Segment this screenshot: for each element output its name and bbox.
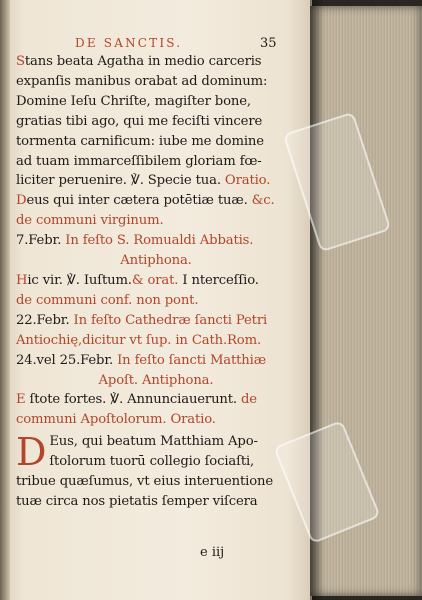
drop-cap-paragraph bbox=[16, 432, 296, 512]
text-line bbox=[16, 211, 296, 231]
page-text bbox=[16, 52, 296, 512]
body-text: I nterceſſio. bbox=[178, 272, 259, 288]
text-line bbox=[16, 231, 296, 251]
text-line bbox=[16, 132, 296, 152]
text-line bbox=[16, 291, 296, 311]
text-line bbox=[16, 72, 296, 92]
rubric-text: In feſto ſancti Matthiæ bbox=[117, 352, 266, 368]
body-text: eus qui inter cætera potētiæ tuæ. bbox=[26, 193, 252, 209]
text-line bbox=[16, 410, 296, 430]
rubric-text: H bbox=[16, 272, 28, 288]
body-text: ſtote fortes. ℣. Annunciauerunt. bbox=[25, 392, 242, 408]
rubric-text: S bbox=[16, 54, 25, 69]
text-line: Eus, qui beatum Matthiam Apo- bbox=[49, 434, 258, 450]
body-text: Domine Ieſu Chriſte, magiſter bone, bbox=[16, 93, 251, 109]
text-line bbox=[16, 351, 296, 371]
body-text: tormenta carnificum: iube me domine bbox=[16, 133, 264, 149]
rubric-text: Oratio. bbox=[170, 412, 216, 428]
rubric-text: Antiochię,dicitur vt ſup. in Cath. bbox=[16, 332, 228, 348]
body-text: gratias tibi ago, qui me feciſti vincere bbox=[16, 113, 263, 129]
text-lines bbox=[16, 52, 296, 430]
signature-mark: e iij bbox=[200, 545, 225, 560]
rubric-text: In feſto Cathedræ ſancti Petri bbox=[73, 312, 268, 328]
page-gutter bbox=[0, 0, 10, 600]
rubric-text: &c. bbox=[251, 193, 275, 209]
body-text: 7.Febr. bbox=[16, 233, 66, 249]
page-number: 35 bbox=[260, 36, 277, 51]
text-line bbox=[16, 371, 296, 391]
body-text: liciter peruenire. ℣. Specie tua. bbox=[16, 173, 225, 189]
rubric-text: & orat. bbox=[131, 272, 179, 288]
text-line bbox=[16, 171, 296, 191]
rubric-text: Antiphona. bbox=[120, 253, 192, 269]
rubric-text: communi Apoſtolorum. bbox=[16, 412, 167, 428]
text-line bbox=[16, 251, 296, 271]
text-line bbox=[16, 152, 296, 172]
body-text: ad tuam immarceſſibilem gloriam fœ- bbox=[16, 153, 262, 169]
rubric-text: E bbox=[16, 392, 26, 408]
text-line bbox=[16, 311, 296, 331]
rubric-text: Apoſt. Antiphona. bbox=[98, 372, 214, 388]
text-line bbox=[16, 112, 296, 132]
body-text: expanſis manibus orabat ad dominum: bbox=[16, 73, 268, 89]
body-text: 24.vel 25.Febr. bbox=[16, 352, 118, 368]
body-text: ic vir. ℣. Iuſtum. bbox=[27, 272, 132, 288]
rubric-text: Oratio. bbox=[224, 173, 271, 189]
rubric-text: de communi conf. non pont. bbox=[16, 292, 199, 308]
body-text: 22.Febr. bbox=[16, 312, 74, 328]
text-line bbox=[16, 331, 296, 351]
body-text: tans beata Agatha in medio carceris bbox=[24, 54, 262, 69]
rubric-text: Rom. bbox=[227, 332, 261, 348]
text-line bbox=[16, 92, 296, 112]
rubric-text: de bbox=[241, 392, 257, 408]
drop-cap: D bbox=[16, 430, 47, 475]
text-line bbox=[16, 52, 296, 72]
text-line bbox=[16, 271, 296, 291]
text-line bbox=[16, 390, 296, 410]
running-header: DE SANCTIS. bbox=[75, 36, 183, 50]
rubric-text: In feſto S. Romualdi Abbatis. bbox=[65, 233, 254, 249]
text-line: tribue quæſumus, vt eius interuentione bbox=[16, 474, 273, 490]
text-line bbox=[16, 191, 296, 211]
rubric-text: de communi virginum. bbox=[16, 213, 164, 229]
text-line: ſtolorum tuorū collegio ſociaſti, bbox=[49, 454, 255, 470]
text-line: tuæ circa nos pietatis ſemper viſcera bbox=[16, 493, 258, 509]
rubric-text: D bbox=[16, 193, 27, 209]
